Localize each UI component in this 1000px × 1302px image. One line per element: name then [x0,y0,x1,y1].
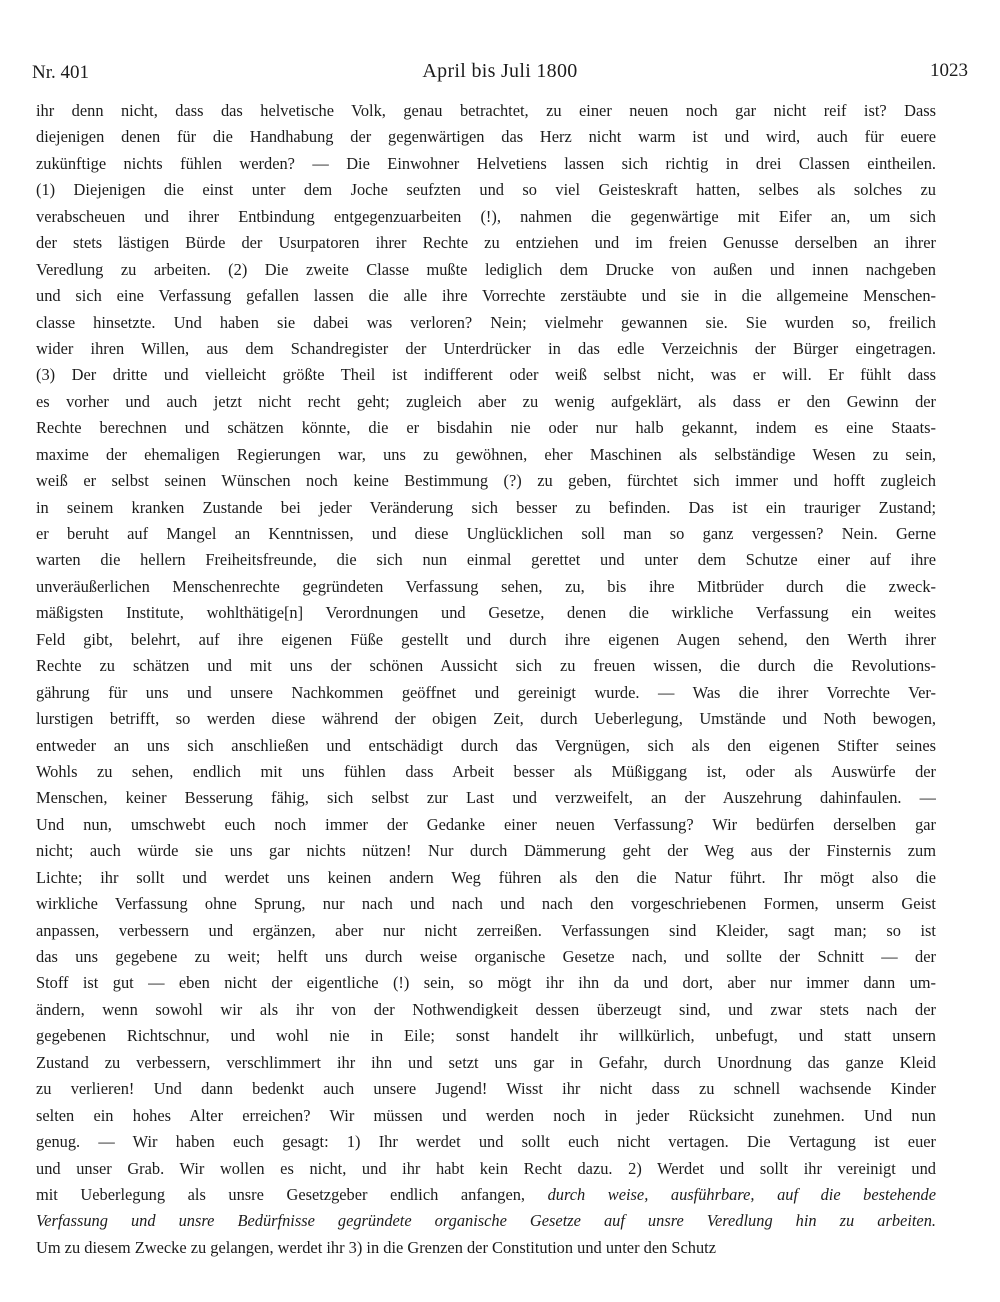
text-line: Zustand zu verbessern, verschlimmert ihr ihn und setzt uns gar in Gefahr, durch Unordnung das ganze Kleid [36,1052,936,1072]
text-line: zu verlieren! Und dann bedenkt auch unsere Jugend! Wisst ihr nicht dass zu schnell wachsende Kinder [36,1079,936,1099]
text-line: Stoff ist gut — eben nicht der eigentliche (!) sein, so mögt ihr ihn da und dort, aber nur immer dann um- [36,973,936,993]
text-line: gährung für uns und unsere Nachkommen geöffnet und gereinigt wurde. — Was die ihrer Vorrechte Ver- [36,682,936,702]
text-line: wirkliche Verfassung ohne Sprung, nur nach und nach und nach den vorgeschriebenen Formen, unserm Geist [36,894,936,914]
text-line: selten ein hohes Alter erreichen? Wir müssen und werden noch in jeder Rücksicht zunehmen. Und nun [36,1105,936,1125]
text-line: entweder an uns sich anschließen und entschädigt durch das Vergnügen, sich als den eigenen Stifter seines [36,735,936,755]
text-line: maxime der ehemaligen Regierungen war, uns zu gewöhnen, eher Maschinen als selbständige Wesen zu sein, [36,444,936,464]
text-line: er beruht auf Mangel an Kenntnissen, und diese Unglücklichen soll man so ganz vergessen? Nein. Gerne [36,524,936,543]
text-line: diejenigen denen für die Handhabung der gegenwärtigen das Herz nicht warm ist und wird, auch für euere [36,127,936,147]
text-line: Wohls zu sehen, endlich mit uns fühlen dass Arbeit besser als Müßiggang ist, oder als Auswürfe der [36,761,936,781]
text-line: der stets lästigen Bürde der Usurpatoren ihrer Rechte zu entziehen und im freien Genusse derselben an ihrer [36,233,936,253]
text-line: verabscheuen und ihrer Entbindung entgegenzuarbeiten (!), nahmen die gegenwärtige mit Eifer an, um sich [36,206,936,226]
body-text [36,98,936,1261]
text-line: und unser Grab. Wir wollen es nicht, und ihr habt kein Recht dazu. 2) Werdet und sollt ihr vereinigt und [36,1158,936,1178]
text-line: es vorher und auch jetzt nicht recht geht; zugleich aber zu wenig aufgeklärt, als dass er den Gewinn der [36,391,936,411]
text-line-mixed [36,1182,936,1208]
text-line: mäßigsten Institute, wohlthätige[n] Verordnungen und Gesetze, denen die wirkliche Verfassung ein weites [36,603,936,623]
text-line: nicht; auch würde sie uns gar nichts nützen! Nur durch Dämmerung geht der Weg aus der Finsternis zum [36,841,936,861]
document-number: Nr. 401 [32,62,89,83]
text-line: in seinem kranken Zustande bei jeder Veränderung sich besser zu befinden. Das ist ein trauriger Zustand; [36,497,936,517]
text-line: Veredlung zu arbeiten. (2) Die zweite Classe mußte lediglich dem Drucke von außen und innen nachgeben [36,259,936,279]
text-line: Menschen, keiner Besserung fähig, sich selbst zur Last und verzweifelt, an der Auszehrung dahinfaulen. — [36,788,936,808]
text-line-italic: Verfassung und unsre Bedürfnisse gegründete organische Gesetze auf unsre Veredlung hin zu arbeiten. [36,1211,936,1231]
text-line: Und nun, umschwebt euch noch immer der Gedanke einer neuen Verfassung? Wir bedürfen derselben gar [36,814,936,834]
text-line: das uns gegebene zu weit; helft uns durch weise organische Gesetze nach, und sollte der Schnitt — der [36,947,936,966]
text-line: lurstigen betrifft, so werden diese während der obigen Zeit, durch Ueberlegung, Umstände und Noth bewogen, [36,709,936,729]
text-line-roman-part: mit Ueberlegung als unsre Gesetzgeber endlich anfangen, [36,1184,548,1204]
page-number: 1023 [930,60,968,81]
text-line: anpassen, verbessern und ergänzen, aber nur nicht zerreißen. Verfassungen sind Kleider, sagt man; so ist [36,920,936,940]
running-head [32,60,968,88]
text-line: zukünftige nichts fühlen werden? — Die Einwohner Helvetiens lassen sich richtig in drei Classen eintheilen. [36,153,936,173]
text-line: Lichte; ihr sollt und werdet uns keinen andern Weg führen als den die Natur führt. Ihr mögt also die [36,867,936,887]
text-line: Feld gibt, belehrt, auf ihre eigenen Füße gestellt und durch ihre eigenen Augen sehend, den Werth ihrer [36,629,936,649]
text-line: Um zu diesem Zwecke zu gelangen, werdet ihr 3) in die Grenzen der Constitution und unter den Schutz [36,1237,717,1257]
text-line: Rechte zu schätzen und mit uns der schönen Aussicht sich zu freuen wissen, die durch die Revolutions- [36,656,936,676]
text-line: Rechte berechnen und schätzen könnte, die er bisdahin nie oder nur halb gekannt, indem es eine Staats- [36,418,936,438]
text-line: (1) Diejenigen die einst unter dem Joche seufzten und so viel Geisteskraft hatten, selbes als solches zu [36,180,936,200]
italic-fragment: durch weise, ausführbare, auf die bestehende [547,1184,936,1204]
text-line: gegebenen Richtschnur, und wohl nie in Eile; sonst handelt ihr willkürlich, unbefugt, und statt unsern [36,1026,936,1046]
text-line: und sich eine Verfassung gefallen lassen die alle ihre Vorrechte zerstäubte und sie in die allgemeine Menschen- [36,286,936,306]
text-line: ihr denn nicht, dass das helvetische Volk, genau betrachtet, zu einer neuen noch gar nicht reif ist? Dass [36,101,936,120]
text-line: ändern, wenn sowohl wir als ihr von der Nothwendigkeit dessen überzeugt sind, und zwar stets nach der [36,999,936,1019]
text-line: wider ihren Willen, aus dem Schandregister der Unterdrücker in das edle Verzeichnis der Bürger eingetragen. [36,338,936,358]
text-line: weiß er selbst seinen Wünschen noch keine Bestimmung (?) zu geben, fürchtet sich immer und hofft zugleich [36,471,936,491]
text-line: unveräußerlichen Menschenrechte gegründeten Verfassung sehen, zu, bis ihre Mitbrüder durch die zweck- [36,576,936,596]
text-line: (3) Der dritte und vielleicht größte Theil ist indifferent oder weiß selbst nicht, was er will. Er fühlt dass [36,365,936,385]
text-line: warten die hellern Freiheitsfreunde, die sich nun einmal gerettet und unter dem Schutze einer auf ihre [36,550,936,570]
text-line: genug. — Wir haben euch gesagt: 1) Ihr werdet und sollt euch nicht vertagen. Die Vertagung ist euer [36,1132,936,1152]
text-line: classe hinsetzte. Und haben sie dabei was verloren? Nein; vielmehr gewannen sie. Sie wurden so, freilich [36,312,936,332]
running-title: April bis Juli 1800 [422,60,578,82]
